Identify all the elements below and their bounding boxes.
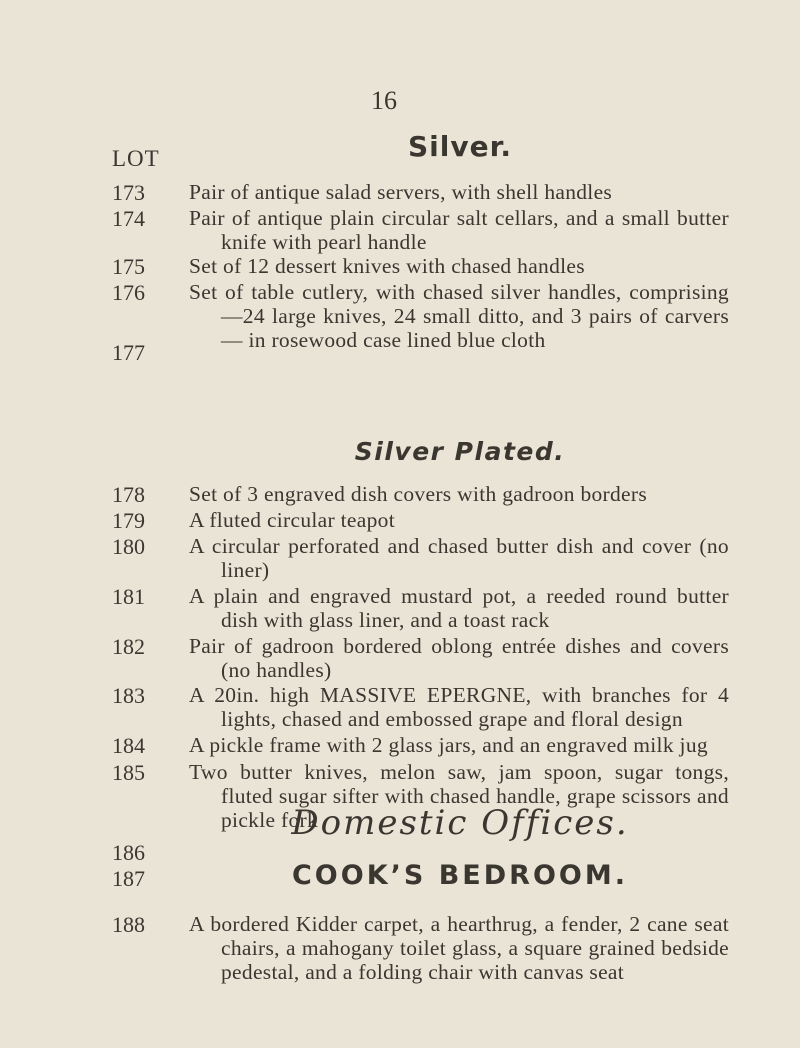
lot-number: 179 bbox=[112, 508, 145, 533]
section-heading-silver-plated: Silver Plated. bbox=[354, 437, 566, 466]
lot-number: 187 bbox=[112, 866, 145, 891]
lot-description: Set of table cutlery, with chased silver handles, comprising —24 large knives, 24 small ditto, and 3 pairs of carvers— in rosewood case lined blue cloth bbox=[189, 280, 729, 352]
lot-number: 176 bbox=[112, 280, 145, 305]
lot-number: 186 bbox=[112, 840, 145, 865]
lot-description: A fluted circular teapot bbox=[189, 508, 395, 532]
lot-number: 188 bbox=[112, 912, 145, 937]
lot-number: 180 bbox=[112, 534, 145, 559]
page-number: 16 bbox=[371, 86, 397, 115]
lot-number: 181 bbox=[112, 584, 145, 609]
lot-number: 177 bbox=[112, 340, 145, 365]
section-heading-silver: Silver. bbox=[407, 130, 513, 163]
lot-description: Two butter knives, melon saw, jam spoon, sugar tongs, fluted sugar sifter with chased handle, grape scissors and pickle fork bbox=[189, 760, 729, 832]
lot-description: A 20in. high MASSIVE EPERGNE, with branches for 4 lights, chased and embossed grape and floral design bbox=[189, 683, 729, 731]
lot-description: A pickle frame with 2 glass jars, and an engraved milk jug bbox=[189, 733, 708, 757]
lot-description: A circular perforated and chased butter dish and cover (no liner) bbox=[189, 534, 729, 582]
section-heading-cooks-bedroom: COOK’S BEDROOM. bbox=[291, 860, 628, 891]
lot-description: A plain and engraved mustard pot, a reeded round butter dish with glass liner, and a toast rack bbox=[189, 584, 729, 632]
lot-number: 185 bbox=[112, 760, 145, 785]
lot-number: 173 bbox=[112, 180, 145, 205]
lot-number: 183 bbox=[112, 683, 145, 708]
lot-description: A bordered Kidder carpet, a hearthrug, a fender, 2 cane seat chairs, a mahogany toilet glass, a square grained bedside pedestal, and a folding chair with canvas seat bbox=[189, 912, 729, 984]
lot-number: 182 bbox=[112, 634, 145, 659]
lot-number: 178 bbox=[112, 482, 145, 507]
section-heading-domestic-offices: Domestic Offices. bbox=[291, 803, 629, 843]
lot-number: 174 bbox=[112, 206, 145, 231]
lot-description: Pair of antique salad servers, with shell handles bbox=[189, 180, 613, 204]
lot-description: Set of 12 dessert knives with chased handles bbox=[189, 254, 585, 278]
lot-description: Set of 3 engraved dish covers with gadroon borders bbox=[189, 482, 648, 506]
lot-number: 175 bbox=[112, 254, 145, 279]
lot-description: Pair of antique plain circular salt cellars, and a small butter knife with pearl handle bbox=[189, 206, 729, 254]
lot-column-header: LOT bbox=[112, 146, 160, 171]
lot-description: Pair of gadroon bordered oblong entrée dishes and covers (no handles) bbox=[189, 634, 729, 682]
lot-number: 184 bbox=[112, 733, 145, 758]
